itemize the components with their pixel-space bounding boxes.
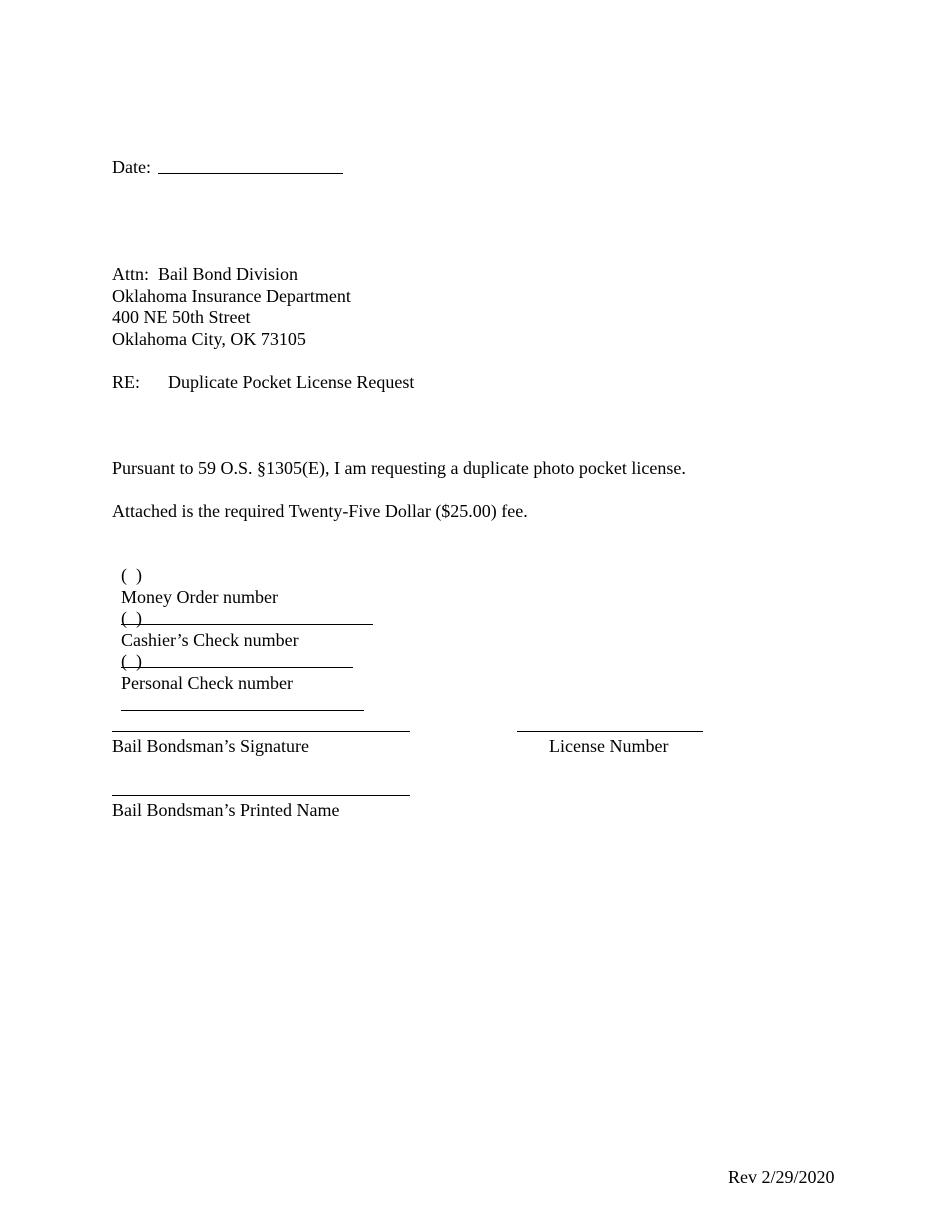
personal-check-label: Personal Check number [121, 673, 293, 693]
money-order-checkbox[interactable]: ( ) [121, 565, 142, 585]
date-field-line[interactable] [158, 173, 343, 174]
address-line-department: Oklahoma Insurance Department [112, 286, 351, 306]
address-line-attn: Attn: Bail Bond Division [112, 264, 299, 284]
body-paragraph-fee: Attached is the required Twenty-Five Dollar ($25.00) fee. [112, 501, 528, 521]
signature-line[interactable] [112, 731, 410, 732]
printed-name-label: Bail Bondsman’s Printed Name [112, 800, 340, 820]
payment-option-personal-check [112, 628, 364, 716]
personal-check-checkbox[interactable]: ( ) [121, 651, 142, 671]
cashiers-check-label: Cashier’s Check number [121, 630, 299, 650]
personal-check-number-field[interactable] [121, 694, 364, 711]
body-paragraph-request: Pursuant to 59 O.S. §1305(E), I am requesting a duplicate photo pocket license. [112, 458, 686, 478]
re-label: RE: [112, 372, 141, 392]
revision-footer: Rev 2/29/2020 [728, 1167, 835, 1187]
address-line-city: Oklahoma City, OK 73105 [112, 329, 306, 349]
license-number-label: License Number [549, 736, 669, 756]
date-label: Date: [112, 157, 151, 177]
signature-label: Bail Bondsman’s Signature [112, 736, 309, 756]
address-line-street: 400 NE 50th Street [112, 307, 251, 327]
printed-name-line[interactable] [112, 795, 410, 796]
cashiers-check-checkbox[interactable]: ( ) [121, 608, 142, 628]
license-number-line[interactable] [517, 731, 703, 732]
money-order-label: Money Order number [121, 587, 278, 607]
re-subject: Duplicate Pocket License Request [168, 372, 415, 392]
